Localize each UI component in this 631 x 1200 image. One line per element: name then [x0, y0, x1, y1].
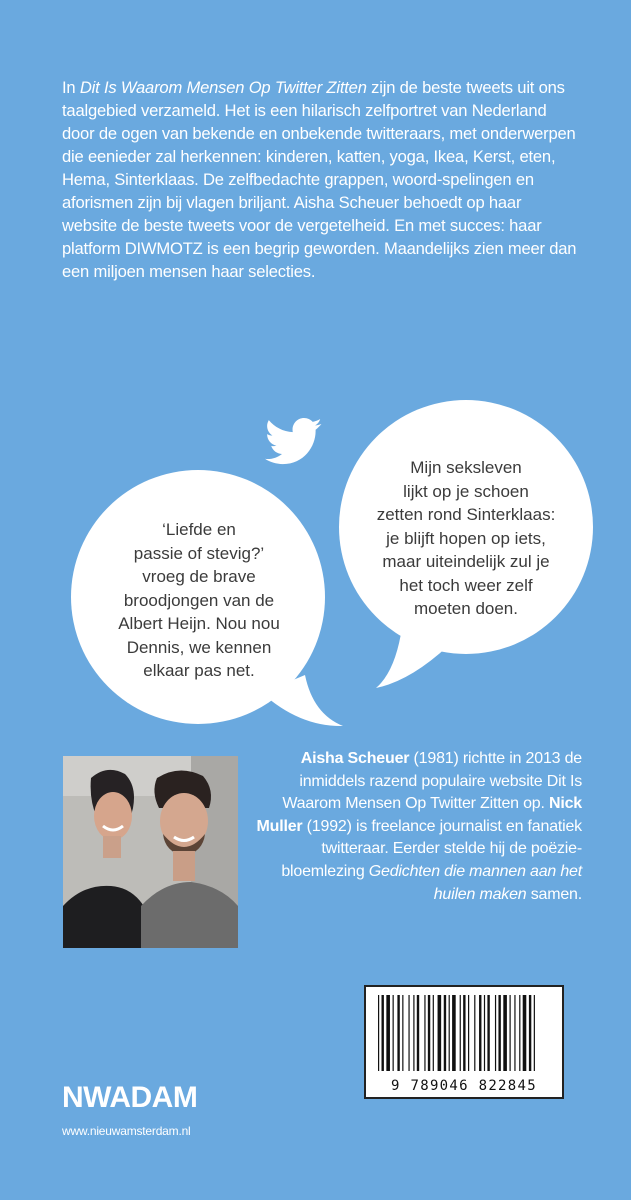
author-name-1: Aisha Scheuer	[300, 750, 410, 767]
quote-line: elkaar pas net.	[143, 661, 255, 680]
publisher-logo: NWADAM	[62, 1081, 198, 1114]
blurb-body: zijn de beste tweets uit ons taalgebied verzameld. Het is een hilarisch zelfportret van Nederland door de ogen van bekende en onbekende twitteraars, met onderwerpen die eenieder zal herkennen: kinderen, katten, yoga, Ikea, Kerst, eten, Hema, Sinterklaas. De zelfbedachte grappen, woord-spelingen en aforismen zijn bij vlagen briljant. Aisha Scheuer behoedt op haar website de beste tweets voor de vergetelheid. En met succes: haar platform DIWMOTZ is een begrip geworden. Maandelijks zien meer dan een miljoen mensen haar selecties.	[62, 78, 577, 281]
bio-text: (1992) is freelance journalist en fanatiek twitteraar. Eerder stelde hij de poëzie-bloemlezing	[281, 817, 582, 880]
quote-line: Mijn seksleven	[410, 458, 522, 477]
author-name-2: Nick Muller	[256, 795, 582, 835]
quote-line: passie of stevig?’	[133, 543, 265, 563]
bio-text: samen.	[526, 885, 582, 903]
blurb-book-title: Dit Is Waarom Mensen Op Twitter Zitten	[79, 78, 367, 97]
quote-left	[100, 518, 298, 683]
blurb-prefix: In	[62, 78, 80, 97]
quote-right	[355, 456, 577, 621]
quote-line: maar uiteindelijk zul je	[382, 552, 550, 571]
quote-line: vroeg de brave	[142, 567, 256, 586]
quote-line: broodjongen van de	[123, 590, 275, 610]
quote-line: lijkt op je schoen	[403, 481, 529, 501]
quote-line: Albert Heijn. Nou nou	[118, 614, 280, 633]
publisher-url: www.nieuwamsterdam.nl	[62, 1124, 191, 1138]
quote-line: Dennis, we kennen	[126, 637, 272, 657]
barcode	[364, 985, 564, 1099]
isbn-number: 9 789046 822845	[391, 1078, 537, 1094]
quote-line: zetten rond Sinterklaas:	[376, 505, 556, 524]
bio-text: (1981) richtte in 2013 de inmiddels razend populaire website Dit Is Waarom Mensen Op Twitter Zitten op.	[282, 750, 582, 813]
quote-line: ‘Liefde en	[162, 520, 236, 539]
quote-line: je blijft hopen op iets,	[386, 528, 546, 548]
author-bio	[252, 748, 582, 906]
barcode-bars	[376, 995, 552, 1073]
quote-line: moeten doen.	[414, 599, 518, 618]
bio-book-title: Gedichten die mannen aan het huilen maken	[368, 862, 582, 903]
author-photo	[63, 756, 238, 948]
quote-line: het toch weer zelf	[399, 575, 533, 595]
